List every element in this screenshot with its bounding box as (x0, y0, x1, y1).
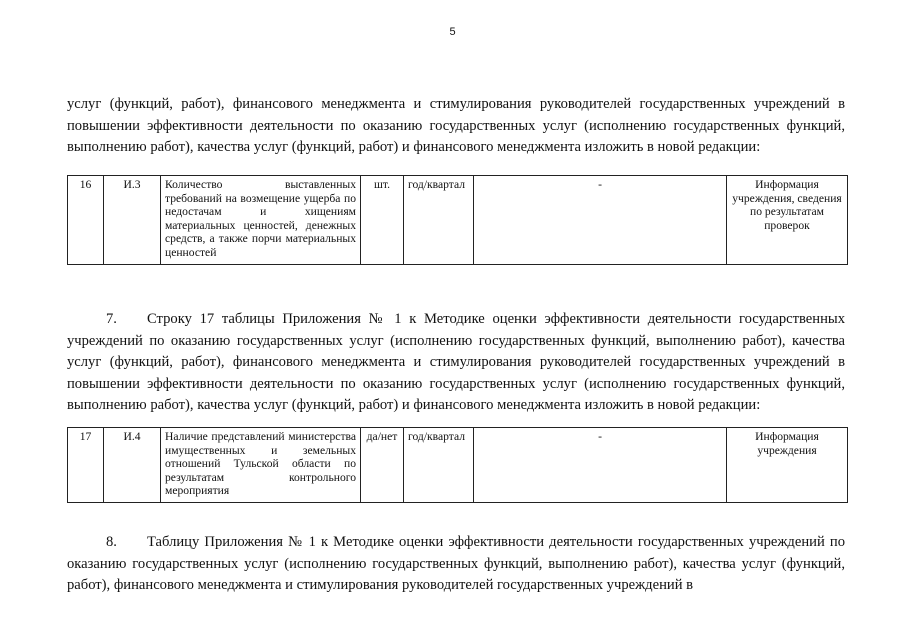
unit-of-measure: шт. (361, 176, 404, 265)
page-number: 5 (449, 26, 456, 38)
information-source: Информация учреждения (727, 428, 848, 503)
indicator-value: - (474, 176, 727, 265)
indicator-name: Наличие представлений министерства имущественных и земельных отношений Тульской области по результатам контрольного мероприятия (161, 428, 361, 503)
indicator-code: И.4 (104, 428, 161, 503)
table-row (68, 176, 848, 265)
paragraph-number: 8. (106, 534, 117, 550)
paragraph-8 (67, 532, 845, 597)
indicator-code: И.3 (104, 176, 161, 265)
indicator-name: Количество выставленных требований на возмещение ущерба по недостачам и хищениям материальных ценностей, денежных средств, а также порчи материальных ценностей (161, 176, 361, 265)
row-number: 17 (68, 428, 104, 503)
paragraph-number: 7. (106, 311, 117, 327)
reporting-period: год/квартал (404, 176, 474, 265)
paragraph-continuation: услуг (функций, работ), финансового менеджмента и стимулирования руководителей государственных учреждений в повышении эффективности деятельности по оказанию государственных услуг (исполнению государственных функций, выполнению работ), качества услуг (функций, работ) и финансового менеджмента изложить в новой редакции: (67, 96, 845, 155)
table-row (68, 428, 848, 503)
information-source: Информация учреждения, сведения по результатам проверок (727, 176, 848, 265)
paragraph-7 (67, 309, 845, 417)
indicator-table-row-17 (67, 427, 848, 503)
row-number: 16 (68, 176, 104, 265)
paragraph-text: Таблицу Приложения № 1 к Методике оценки эффективности деятельности государственных учреждений по оказанию государственных услуг (исполнению государственных функций, выполнению работ), качества услуг (функций, работ), финансового менеджмента и стимулирования руководителей государственных учреждений в (67, 534, 845, 593)
reporting-period: год/квартал (404, 428, 474, 503)
indicator-table-row-16 (67, 175, 848, 265)
indicator-value: - (474, 428, 727, 503)
unit-of-measure: да/нет (361, 428, 404, 503)
paragraph-text: Строку 17 таблицы Приложения № 1 к Методике оценки эффективности деятельности государственных учреждений по оказанию государственных услуг (исполнению государственных функций, выполнению работ), качества услуг (функций, работ), финансового менеджмента и стимулирования руководителей государственных учреждений в повышении эффективности деятельности по оказанию государственных услуг (исполнению государственных функций, выполнению работ), качества услуг (функций, работ) и финансового менеджмента изложить в новой редакции: (67, 311, 845, 413)
